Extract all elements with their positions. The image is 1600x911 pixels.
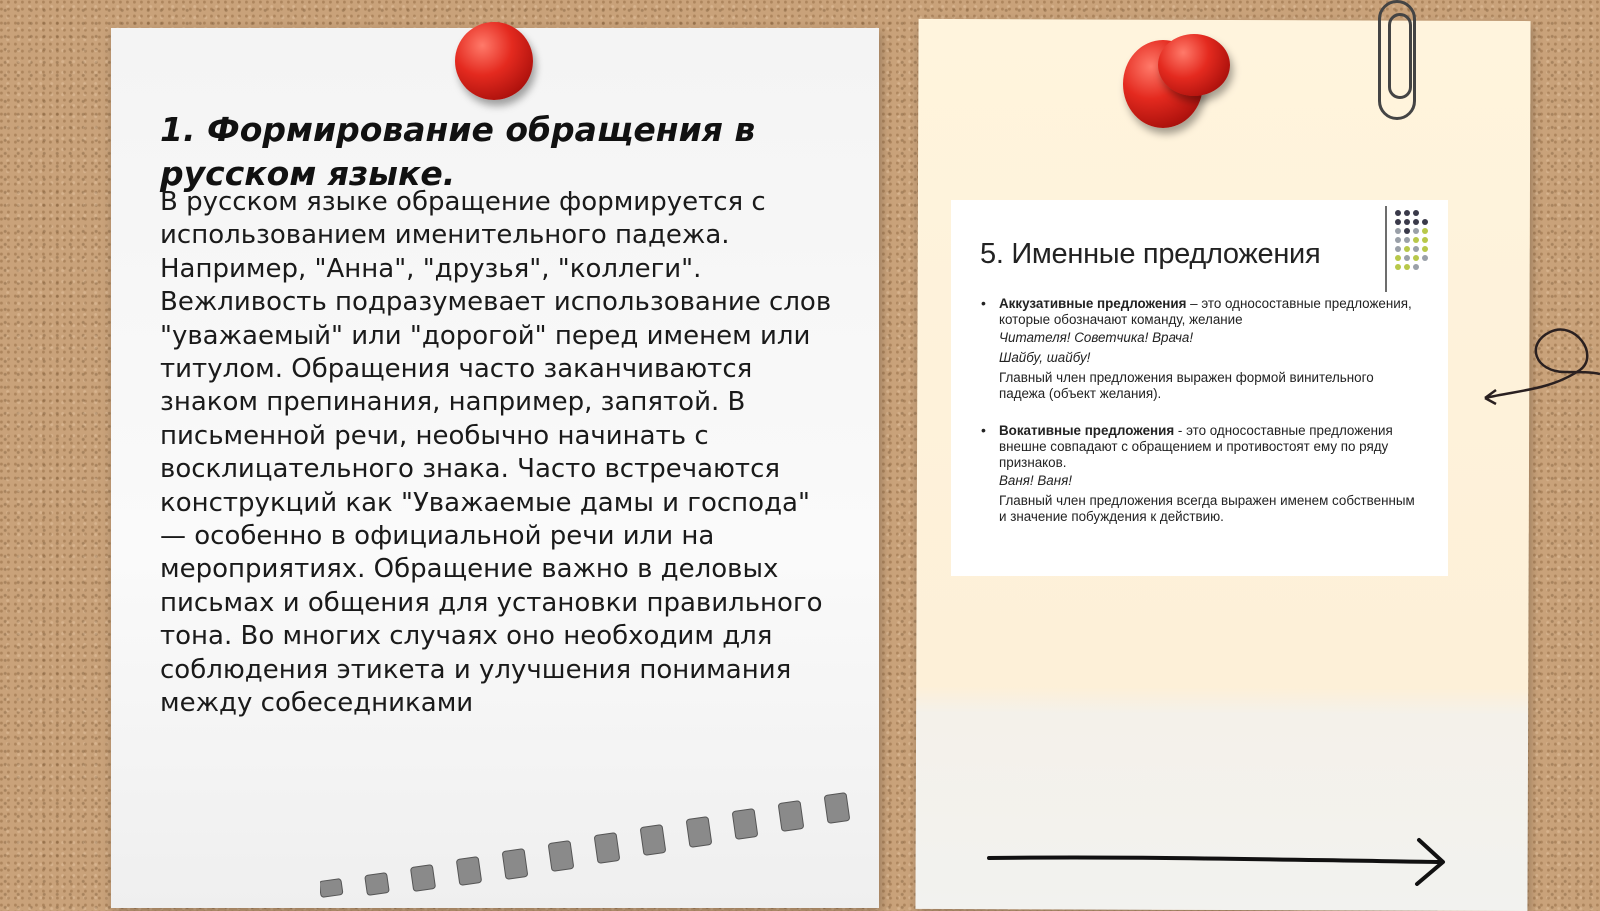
bullet-icon: • xyxy=(981,422,986,439)
dot xyxy=(1413,228,1419,234)
dot xyxy=(1404,228,1410,234)
slide-divider xyxy=(1385,206,1387,292)
dot xyxy=(1422,219,1428,225)
push-pin-icon xyxy=(1158,34,1230,96)
note: Главный член предложения всегда выражен именем собственным и значение побуждения к действию. xyxy=(999,493,1415,524)
dot xyxy=(1395,255,1401,261)
paper-clip-icon xyxy=(1378,0,1416,120)
dot xyxy=(1395,264,1401,270)
dot xyxy=(1422,237,1428,243)
dot xyxy=(1413,210,1419,216)
dot xyxy=(1413,219,1419,225)
note: Главный член предложения выражен формой винительного падежа (объект желания). xyxy=(999,370,1374,401)
dot xyxy=(1404,255,1410,261)
left-note-title: 1. Формирование обращения в русском языке. xyxy=(160,110,756,193)
dot xyxy=(1395,210,1401,216)
definition: – это односоставные предложения, которые обозначают команду, желание xyxy=(999,296,1412,327)
dot xyxy=(1413,264,1419,270)
dot xyxy=(1422,228,1428,234)
slide-image xyxy=(951,200,1448,576)
dot xyxy=(1413,237,1419,243)
dot xyxy=(1395,228,1401,234)
dot xyxy=(1413,246,1419,252)
dot xyxy=(1422,246,1428,252)
push-pin-icon xyxy=(455,22,533,100)
example: Читателя! Советчика! Врача! xyxy=(999,330,1194,346)
term: Вокативные предложения xyxy=(999,423,1175,439)
slide-title: 5. Именные предложения xyxy=(980,238,1321,270)
dot xyxy=(1404,264,1410,270)
dot xyxy=(1395,219,1401,225)
swirl-arrow-icon xyxy=(1480,310,1600,410)
dot xyxy=(1404,246,1410,252)
arrow-right-icon xyxy=(987,836,1447,886)
left-note-body: В русском языке обращение формируется с использованием именительного падежа. Например, "Анна", "друзья", "коллеги". Вежливость подразумевает использование слов "уважаемый" или "дорогой" перед именем или титулом. Обращения часто заканчиваются знаком препинания, например, запятой. В письменной речи, необычно начинать с восклицательного знака. Часто встречаются конструкций как "Уважаемые дамы и господа" — особенно в официальной речи или на мероприятиях. Обращение важно в деловых письмах и общения для установки правильного тона. Во многих случаях оно необходим для соблюдения этикета и улучшения понимания между собеседниками xyxy=(160,187,832,719)
dot xyxy=(1404,237,1410,243)
example: Ваня! Ваня! xyxy=(999,473,1072,489)
dot xyxy=(1413,255,1419,261)
list-item xyxy=(980,423,1420,524)
dot xyxy=(1422,255,1428,261)
spiral-binding-decoration xyxy=(320,790,880,900)
definition: - это односоставные предложения внешне совпадают с обращением и противостоят ему по ряду признаков. xyxy=(999,423,1393,470)
list-item xyxy=(980,296,1420,401)
slide-body xyxy=(980,296,1420,536)
dot xyxy=(1404,219,1410,225)
dot xyxy=(1395,246,1401,252)
dot xyxy=(1404,210,1410,216)
term: Аккузативные предложения xyxy=(999,296,1187,311)
dot xyxy=(1395,237,1401,243)
example: Шайбу, шайбу! xyxy=(999,350,1091,366)
dot-grid-decoration xyxy=(1395,210,1443,280)
bullet-icon: • xyxy=(981,295,986,311)
